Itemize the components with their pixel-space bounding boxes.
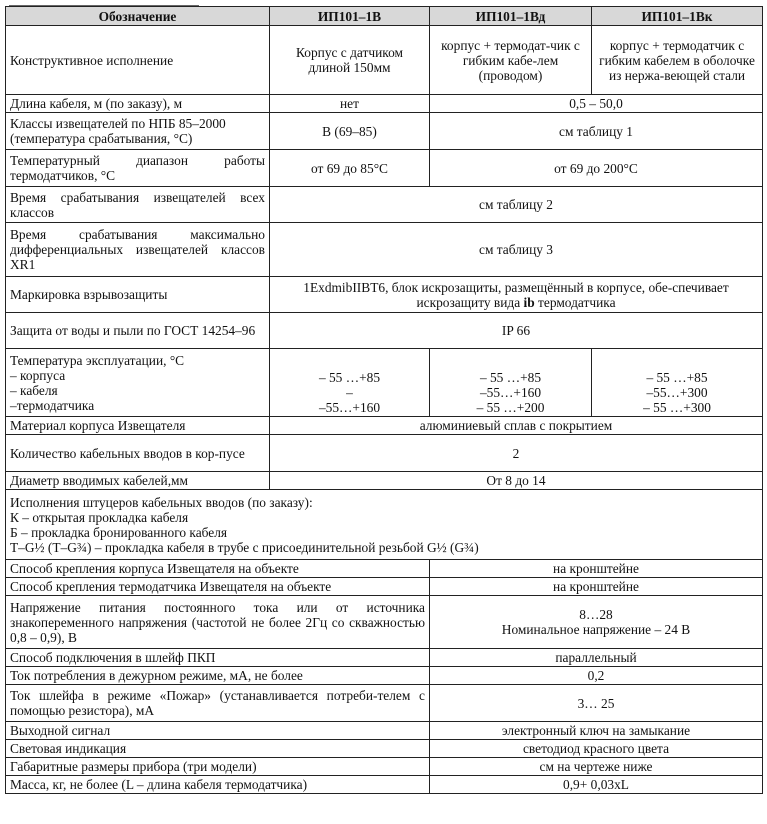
cell-value: [430, 349, 592, 417]
row-label: Диаметр вводимых кабелей,мм: [6, 472, 270, 490]
table-row: [6, 472, 763, 490]
cell-value: на кронштейне: [430, 560, 763, 578]
row-label: Классы извещателей по НПБ 85–2000 (температура срабатывания, °С): [6, 113, 270, 150]
op-temp-value: –55…+160: [318, 400, 381, 415]
table-row: [6, 740, 763, 758]
row-label: Напряжение питания постоянного тока или от источника знакопеременного напряжения (частотой не более 2Гц со скважностью 0,8 – 0,9), В: [6, 596, 430, 649]
table-row: [6, 349, 763, 417]
cell-value: [270, 349, 430, 417]
cell-value: алюминиевый сплав с покрытием: [270, 417, 763, 435]
row-label: Защита от воды и пыли по ГОСТ 14254–96: [6, 313, 270, 349]
voltage-nominal: Номинальное напряжение – 24 В: [501, 622, 691, 637]
table-row: [6, 277, 763, 313]
header-model-1vd: ИП101–1Вд: [430, 7, 592, 26]
op-temp-value: –55…+160: [479, 385, 542, 400]
cell-value: см таблицу 1: [430, 113, 763, 150]
op-temp-body-label: – корпуса: [10, 367, 66, 383]
op-temp-cable-label: – кабеля: [10, 382, 58, 398]
cell-value: см на чертеже ниже: [430, 758, 763, 776]
table-row: [6, 667, 763, 685]
cell-value: [430, 596, 763, 649]
cell-value: см таблицу 2: [270, 187, 763, 223]
row-label: Световая индикация: [6, 740, 430, 758]
cell-value: 0,2: [430, 667, 763, 685]
row-label: Способ крепления корпуса Извещателя на объекте: [6, 560, 430, 578]
cell-value: корпус + термодат-чик с гибким кабе-лем (проводом): [430, 26, 592, 95]
row-label: Время срабатывания максимально дифференциальных извещателей классов XR1: [6, 223, 270, 277]
explosion-protection-type: ib: [523, 294, 535, 310]
fittings-heading: Исполнения штуцеров кабельных вводов (по заказу):: [10, 494, 313, 510]
table-row: [6, 95, 763, 113]
cell-value: 0,5 – 50,0: [430, 95, 763, 113]
header-designation: Обозначение: [6, 7, 270, 26]
row-label: Время срабатывания извещателей всех классов: [6, 187, 270, 223]
op-temp-value: – 55 …+85: [646, 370, 708, 385]
table-row: [6, 685, 763, 722]
table-row: [6, 490, 763, 560]
op-temp-value: – 55 …+300: [643, 400, 711, 415]
row-label: Масса, кг, не более (L – длина кабеля термодатчика): [6, 776, 430, 794]
fittings-cell: [6, 490, 763, 560]
table-row: [6, 435, 763, 472]
op-temp-value: –: [346, 385, 353, 400]
table-row: [6, 223, 763, 277]
cell-value: см таблицу 3: [270, 223, 763, 277]
cell-value: В (69–85): [270, 113, 430, 150]
cell-value: 3… 25: [430, 685, 763, 722]
cell-value: 0,9+ 0,03хL: [430, 776, 763, 794]
row-label: Выходной сигнал: [6, 722, 430, 740]
fittings-option: Б – прокладка бронированного кабеля: [10, 524, 228, 540]
table-row: [6, 113, 763, 150]
table-row: [6, 313, 763, 349]
cell-value: нет: [270, 95, 430, 113]
voltage-range: 8…28: [579, 607, 613, 622]
row-label: Количество кабельных вводов в кор-пусе: [6, 435, 270, 472]
row-label: [6, 349, 270, 417]
row-label: Способ крепления термодатчика Извещателя на объекте: [6, 578, 430, 596]
table-row: [6, 26, 763, 95]
row-label: Конструктивное исполнение: [6, 26, 270, 95]
table-row: [6, 649, 763, 667]
op-temp-value: – 55 …+85: [479, 370, 542, 385]
cell-value: От 8 до 14: [270, 472, 763, 490]
table-row: [6, 417, 763, 435]
row-label: Материал корпуса Извещателя: [6, 417, 270, 435]
table-row: [6, 578, 763, 596]
explosion-marking-tail: термодатчика: [534, 294, 616, 310]
row-label: Маркировка взрывозащиты: [6, 277, 270, 313]
row-label: Температурный диапазон работы термодатчиков, °С: [6, 150, 270, 187]
table-row: [6, 776, 763, 794]
cell-value: параллельный: [430, 649, 763, 667]
cell-value: светодиод красного цвета: [430, 740, 763, 758]
cell-value: от 69 до 85°С: [270, 150, 430, 187]
row-label: Ток шлейфа в режиме «Пожар» (устанавливается потреби-телем с помощью резистора), мА: [6, 685, 430, 722]
cell-value: [270, 277, 763, 313]
table-row: [6, 560, 763, 578]
table-row: [6, 722, 763, 740]
row-label: Длина кабеля, м (по заказу), м: [6, 95, 270, 113]
op-temp-sensor-label: –термодатчика: [10, 397, 95, 413]
header-model-1vk: ИП101–1Вк: [592, 7, 763, 26]
table-row: [6, 150, 763, 187]
op-temp-value: – 55 …+85: [318, 370, 381, 385]
header-model-1v: ИП101–1В: [270, 7, 430, 26]
op-temp-value: – 55 …+200: [476, 400, 545, 415]
cell-value: [592, 349, 763, 417]
cell-value: 2: [270, 435, 763, 472]
cell-value: на кронштейне: [430, 578, 763, 596]
row-label: Способ подключения в шлейф ПКП: [6, 649, 430, 667]
cell-value: от 69 до 200°С: [430, 150, 763, 187]
cell-value: Корпус с датчиком длиной 150мм: [270, 26, 430, 95]
table-row: [6, 187, 763, 223]
cell-value: IP 66: [270, 313, 763, 349]
fittings-option: К – открытая прокладка кабеля: [10, 509, 189, 525]
row-label: Ток потребления в дежурном режиме, мА, не более: [6, 667, 430, 685]
table-row: [6, 596, 763, 649]
cell-value: корпус + термодатчик с гибким кабелем в оболочке из нержа-веющей стали: [592, 26, 763, 95]
row-label: Габаритные размеры прибора (три модели): [6, 758, 430, 776]
op-temp-value: –55…+300: [646, 385, 708, 400]
specifications-table: [5, 6, 763, 794]
header-row: [6, 7, 763, 26]
cell-value: электронный ключ на замыкание: [430, 722, 763, 740]
explosion-marking-text: 1ExdmibIIBT6, блок искрозащиты, размещённый в корпусе, обе-спечивает искрозащиту вида: [303, 279, 729, 310]
op-temp-heading: Температура эксплуатации, °С: [10, 352, 185, 368]
table-row: [6, 758, 763, 776]
fittings-option: Т–G½ (Т–G¾) – прокладка кабеля в трубе с присоединительной резьбой G½ (G¾): [10, 539, 479, 555]
